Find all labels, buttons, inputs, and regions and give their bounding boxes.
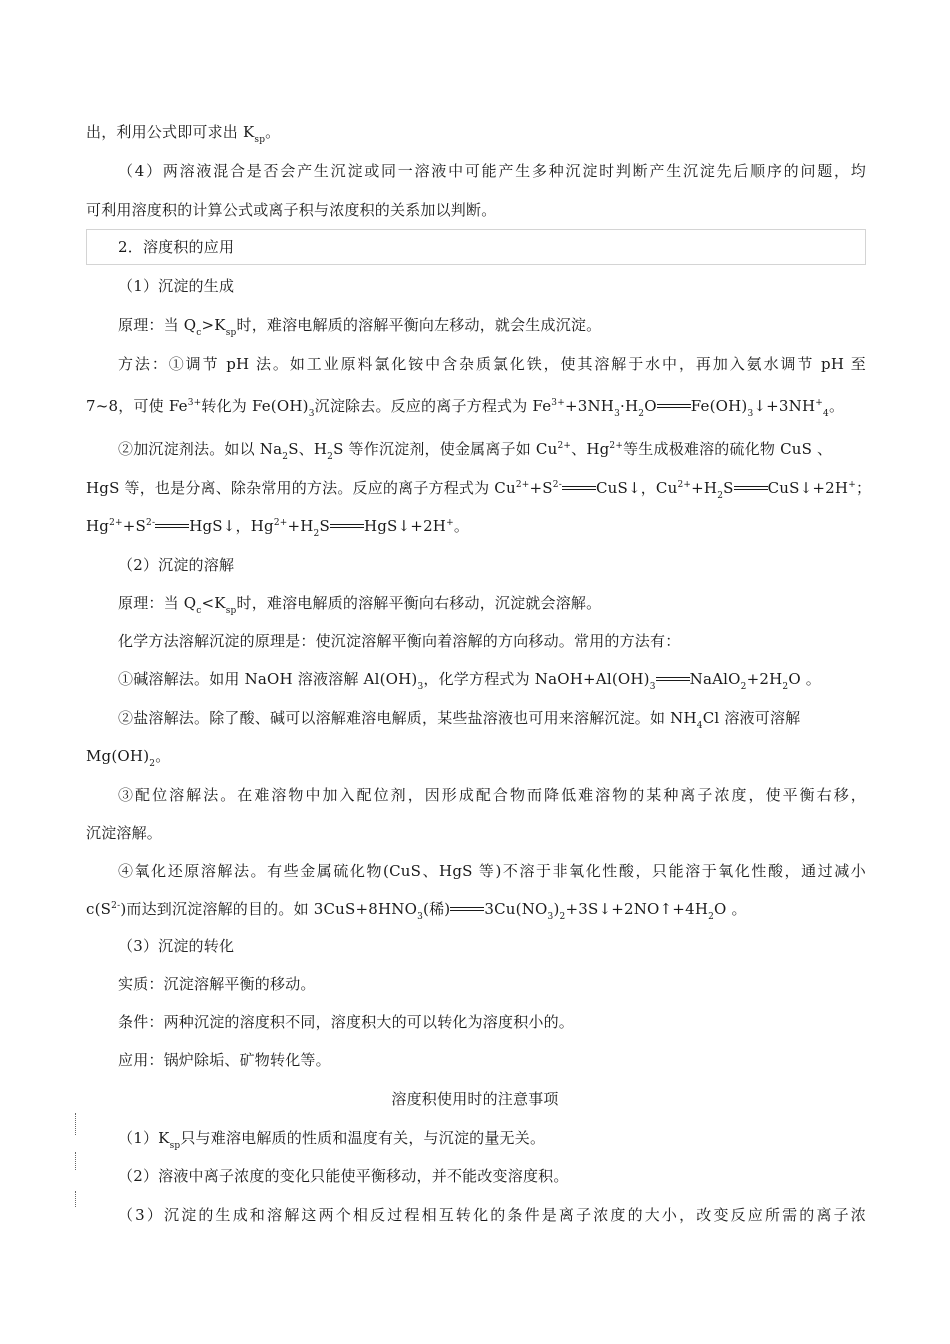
text-line: 方法：①调节 pH 法。如工业原料氯化铵中含杂质氯化铁，使其溶解于水中，再加入氨水调节 pH 至 [118,355,866,373]
text-line: 沉淀溶解。 [86,824,163,842]
double-line-equals [656,675,690,685]
text-line: $(1)K_{sp}$只与难溶电解质的性质和温度有关，与沉淀的量无关。 [118,1129,546,1151]
subsection-title: （3）沉淀的转化 [118,937,235,955]
double-line-equals [155,522,189,532]
equation-line: HgS 等，也是分离、除杂常用的方法。反应的离子方程式为 $Cu^{2+}+S^{2-}$ CuS↓，$Cu^{2+}+H_2S$ CuS↓+2H+； [86,479,872,501]
text-line: 实质：沉淀溶解平衡的移动。 [118,975,316,993]
margin-marker [75,1113,80,1135]
equation-line: ①碱溶解法。如用 NaOH 溶液溶解 $Al(OH)_3$，化学方程式为 $NaOH+Al(OH)_3$ $NaAlO_2+2H_2O$ 。 [118,670,821,692]
text-line: ③配位溶解法。在难溶物中加入配位剂，因形成配合物而降低难溶物的某种离子浓度，使平衡右移， [118,786,866,804]
text-line: 条件：两种沉淀的溶度积不同，溶度积大的可以转化为溶度积小的。 [118,1013,575,1031]
text-line: ④氧化还原溶解法。有些金属硫化物(CuS、HgS 等)不溶于非氧化性酸，只能溶于氧化性酸，通过减小 [118,862,866,880]
note-title: 溶度积使用时的注意事项 [391,1090,559,1108]
text-line: （2）溶液中离子浓度的变化只能使平衡移动，并不能改变溶度积。 [118,1167,569,1185]
margin-marker [75,1152,80,1170]
text-line: 原理：当 $Q_c<K_{sp}$时，难溶电解质的溶解平衡向右移动，沉淀就会溶解。 [118,594,602,616]
double-line-equals [450,905,484,915]
equation-line: 7~8，可使 $Fe^{3+}$转化为 $Fe(OH)_3$沉淀除去。反应的离子方程式为 $Fe^{3+}+3NH_3\cdot H_2O$ $Fe(OH)_3↓+3NH^+_4$。 [86,397,845,419]
text-line: 化学方法溶解沉淀的原理是：使沉淀溶解平衡向着溶解的方向移动。常用的方法有： [118,632,681,650]
section-heading: 2．溶度积的应用 [118,238,235,256]
text-line: $Mg(OH)_2$。 [86,747,171,769]
double-line-equals [734,484,768,494]
text-line: 出，利用公式即可求出 $K_{sp}$。 [86,123,281,145]
double-line-equals [330,522,364,532]
text-line: ②加沉淀剂法。如以 $Na_2S$、$H_2S$ 等作沉淀剂，使金属离子如 $Cu^{2+}$、$Hg^{2+}$等生成极难溶的硫化物 CuS 、 [118,440,833,462]
text-line: 应用：锅炉除垢、矿物转化等。 [118,1051,331,1069]
margin-marker [75,1191,80,1207]
text-line: （3）沉淀的生成和溶解这两个相反过程相互转化的条件是离子浓度的大小，改变反应所需的离子浓 [118,1206,866,1224]
equation-line: $Hg^{2+}+S^{2-}$ HgS↓，$Hg^{2+}+H_2S$ HgS↓+2H+。 [86,517,470,539]
subsection-title: （2）沉淀的溶解 [118,556,235,574]
text-line: （4）两溶液混合是否会产生沉淀或同一溶液中可能产生多种沉淀时判断产生沉淀先后顺序的问题，均 [118,162,866,180]
double-line-equals [657,402,691,412]
subsection-title: （1）沉淀的生成 [118,277,235,295]
double-line-equals [562,484,596,494]
text-line: ②盐溶解法。除了酸、碱可以溶解难溶电解质，某些盐溶液也可用来溶解沉淀。如 $NH_4Cl$ 溶液可溶解 [118,709,801,731]
equation-line: $c(S^{2-})$而达到沉淀溶解的目的。如 $3CuS+8HNO_3$(稀) $3Cu(NO_3)_2+3S↓+2NO↑+4H_2O$ 。 [86,900,747,922]
text-line: 原理：当 $Q_c>K_{sp}$时，难溶电解质的溶解平衡向左移动，就会生成沉淀。 [118,316,602,338]
text-line: 可利用溶度积的计算公式或离子积与浓度积的关系加以判断。 [86,201,497,219]
